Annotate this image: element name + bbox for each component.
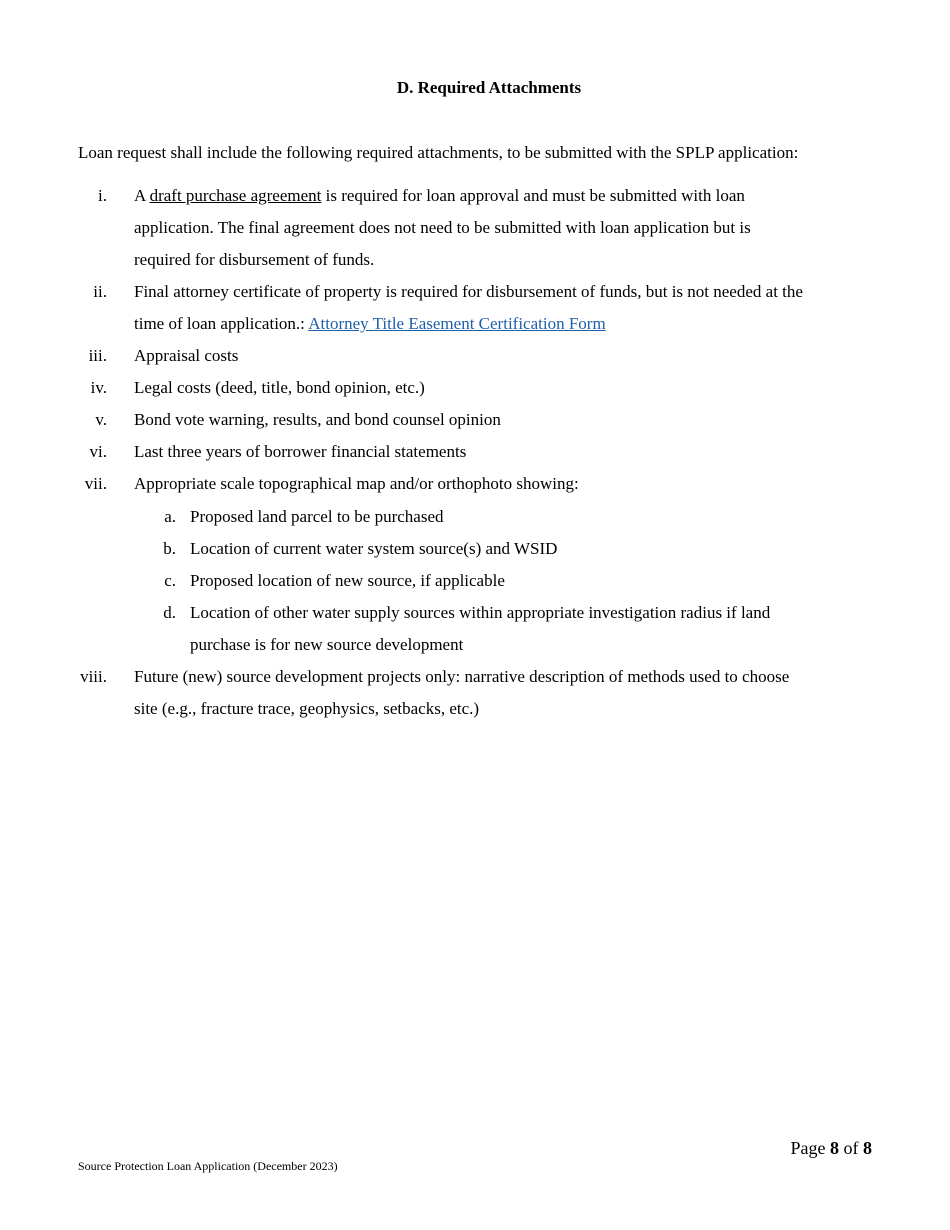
list-marker: vi. [89,442,107,461]
section-heading: D. Required Attachments [396,78,582,97]
list-marker: vii. [84,474,107,493]
list-marker: iv. [90,378,107,397]
list-marker: a. [164,507,176,526]
document-footer: Source Protection Loan Application (December 2023) [78,1159,338,1173]
list-marker: iii. [88,346,107,365]
list-marker: ii. [93,282,107,301]
draft-purchase-agreement-text: draft purchase agreement [149,186,322,205]
page-number: Page 8 of 8 [790,1138,872,1158]
list-marker: v. [95,410,107,429]
list-marker: i. [98,186,107,205]
intro-paragraph: Loan request shall include the following required attachments, to be submitted with the SPLP application: [78,143,799,162]
attorney-certification-link[interactable]: Attorney Title Easement Certification Form [308,314,606,333]
list-marker: b. [163,539,176,558]
list-marker: viii. [80,667,107,686]
list-marker: d. [163,603,176,622]
list-marker: c. [164,571,176,590]
